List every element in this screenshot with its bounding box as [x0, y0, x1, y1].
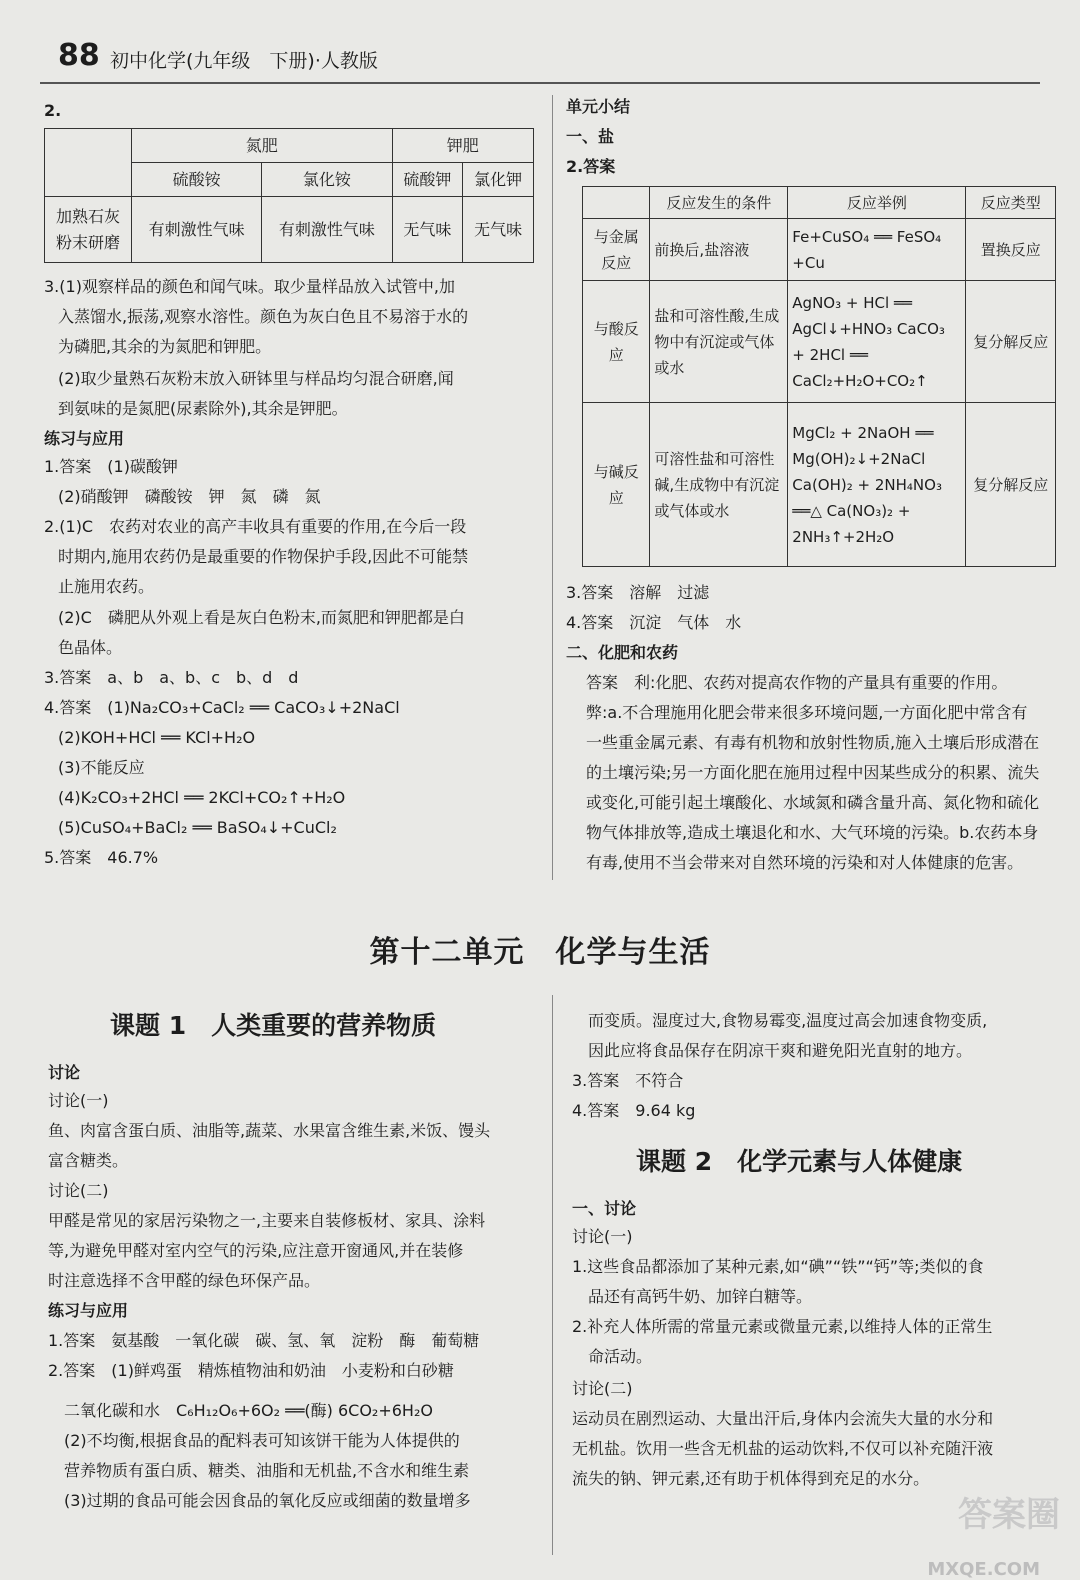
- text-line: 讨论(二): [48, 1181, 109, 1200]
- text-line: 答案 利:化肥、农药对提高农作物的产量具有重要的作用。: [586, 673, 1008, 692]
- text-line: 1.答案 氨基酸 一氧化碳 碳、氢、氧 淀粉 酶 葡萄糖: [48, 1331, 480, 1350]
- header-rule: [40, 82, 1040, 84]
- lesson-title: 课题 2 化学元素与人体健康: [636, 1147, 963, 1176]
- section-heading: 二、化肥和农药: [566, 643, 679, 662]
- text-line: 一些重金属元素、有毒有机物和放射性物质,施入土壤后形成潜在: [586, 733, 1040, 752]
- text-line: (3)不能反应: [58, 758, 145, 777]
- text-line: 4.答案 沉淀 气体 水: [566, 613, 742, 632]
- table-sub-header: 硫酸钾: [392, 163, 463, 197]
- section-heading: 讨论: [48, 1063, 81, 1082]
- text-line: (2)取少量熟石灰粉末放入研钵里与样品均匀混合研磨,闻: [58, 369, 454, 388]
- table-cell: 复分解反应: [966, 403, 1056, 567]
- text-line: 讨论(一): [48, 1091, 109, 1110]
- text-line: 二氧化碳和水 C₆H₁₂O₆+6O₂ ══(酶) 6CO₂+6H₂O: [64, 1401, 433, 1420]
- text-line: 而变质。湿度过大,食物易霉变,温度过高会加速食物变质,: [588, 1011, 988, 1030]
- table-group-header: 氮肥: [132, 129, 393, 163]
- text-line: (2)硝酸钾 磷酸铵 钾 氮 磷 氮: [58, 487, 321, 506]
- text-line: 品还有高钙牛奶、加锌白糖等。: [588, 1287, 813, 1306]
- section-heading: 一、盐: [566, 127, 615, 146]
- text-line: 色晶体。: [58, 638, 123, 657]
- row-label-line: 粉末研磨: [55, 232, 120, 252]
- table-sub-header: 氯化铵: [262, 163, 392, 197]
- table-row-label: [45, 197, 132, 263]
- table-cell: 盐和可溶性酸,生成物中有沉淀或气体或水: [650, 281, 788, 403]
- text-line: 的土壤污染;另一方面化肥在施用过程中因某些成分的积累、流失: [586, 763, 1040, 782]
- table-cell: 有刺激性气味: [132, 197, 262, 263]
- text-line: 弊:a.不合理施用化肥会带来很多环境问题,一方面化肥中常含有: [586, 703, 1028, 722]
- table-header: 反应发生的条件: [650, 187, 788, 219]
- text-line: 时期内,施用农药仍是最重要的作物保护手段,因此不可能禁: [58, 547, 469, 566]
- text-line: 运动员在剧烈运动、大量出汗后,身体内会流失大量的水分和: [572, 1409, 994, 1428]
- table-cell: 前换后,盐溶液: [650, 219, 788, 281]
- column-divider-bottom: [552, 995, 553, 1555]
- table-sub-header: 氯化钾: [463, 163, 534, 197]
- question-2-label: 2.: [44, 101, 62, 120]
- text-line: 到氨味的是氮肥(尿素除外),其余是钾肥。: [58, 399, 348, 418]
- text-line: 鱼、肉富含蛋白质、油脂等,蔬菜、水果富含维生素,米饭、馒头: [48, 1121, 491, 1140]
- table-cell: 置换反应: [966, 219, 1056, 281]
- table-cell: 与金属反应: [583, 219, 650, 281]
- text-line: 流失的钠、钾元素,还有助于机体得到充足的水分。: [572, 1469, 930, 1488]
- table-cell: AgNO₃ + HCl ══ AgCl↓+HNO₃ CaCO₃ + 2HCl ══ CaCl₂+H₂O+CO₂↑: [788, 281, 966, 403]
- salt-reaction-table: [582, 186, 1056, 567]
- fertilizer-table: [44, 128, 534, 263]
- text-line: 命活动。: [588, 1347, 653, 1366]
- page-number: 88: [58, 38, 100, 73]
- table-cell: 可溶性盐和可溶性碱,生成物中有沉淀或气体或水: [650, 403, 788, 567]
- text-line: 或变化,可能引起土壤酸化、水域氮和磷含量升高、氮化物和硫化: [586, 793, 1040, 812]
- text-line: 营养物质有蛋白质、糖类、油脂和无机盐,不含水和维生素: [64, 1461, 470, 1480]
- table-header: 反应举例: [788, 187, 966, 219]
- table-cell: 无气味: [392, 197, 463, 263]
- text-line: 入蒸馏水,振荡,观察水溶性。颜色为灰白色且不易溶于水的: [58, 307, 469, 326]
- section-heading: 单元小结: [566, 97, 631, 116]
- text-line: (2)C 磷肥从外观上看是灰白色粉末,而氮肥和钾肥都是白: [58, 608, 465, 627]
- watermark-logo: 答案圈: [958, 1495, 1060, 1535]
- table-group-header: 钾肥: [392, 129, 533, 163]
- text-line: 4.答案 9.64 kg: [572, 1101, 696, 1120]
- book-title: 初中化学(九年级 下册)·人教版: [110, 50, 378, 72]
- unit-title: 第十二单元 化学与生活: [369, 935, 711, 970]
- text-line: (2)不均衡,根据食品的配料表可知该饼干能为人体提供的: [64, 1431, 460, 1450]
- text-line: 富含糖类。: [48, 1151, 129, 1170]
- text-line: 讨论(一): [572, 1227, 633, 1246]
- text-line: 2.补充人体所需的常量元素或微量元素,以维持人体的正常生: [572, 1317, 993, 1336]
- section-heading: 练习与应用: [44, 429, 125, 448]
- question-label: 2.答案: [566, 157, 616, 176]
- table-cell: 与酸反应: [583, 281, 650, 403]
- table-cell: 无气味: [463, 197, 534, 263]
- table-sub-header: 硫酸铵: [132, 163, 262, 197]
- table-cell: 复分解反应: [966, 281, 1056, 403]
- text-line: 有毒,使用不当会带来对自然环境的污染和对人体健康的危害。: [586, 853, 1024, 872]
- text-line: 因此应将食品保存在阴凉干爽和避免阳光直射的地方。: [588, 1041, 973, 1060]
- text-line: 3.答案 不符合: [572, 1071, 684, 1090]
- text-line: 等,为避免甲醛对室内空气的污染,应注意开窗通风,并在装修: [48, 1241, 464, 1260]
- table-header: 反应类型: [966, 187, 1056, 219]
- text-line: (2)KOH+HCl ══ KCl+H₂O: [58, 728, 256, 747]
- text-line: 讨论(二): [572, 1379, 633, 1398]
- text-line: (5)CuSO₄+BaCl₂ ══ BaSO₄↓+CuCl₂: [58, 818, 337, 837]
- text-line: 1.这些食品都添加了某种元素,如“碘”“铁”“钙”等;类似的食: [572, 1257, 984, 1276]
- section-heading: 练习与应用: [48, 1301, 129, 1320]
- text-line: 为磷肥,其余的为氮肥和钾肥。: [58, 337, 272, 356]
- table-cell: Fe+CuSO₄ ══ FeSO₄ +Cu: [788, 219, 966, 281]
- text-line: 甲醛是常见的家居污染物之一,主要来自装修板材、家具、涂料: [48, 1211, 486, 1230]
- text-line: 时注意选择不含甲醛的绿色环保产品。: [48, 1271, 321, 1290]
- text-line: 2.(1)C 农药对农业的高产丰收具有重要的作用,在今后一段: [44, 517, 467, 536]
- text-line: 止施用农药。: [58, 577, 155, 596]
- section-heading: 一、讨论: [572, 1199, 637, 1218]
- text-line: 3.答案 a、b a、b、c b、d d: [44, 668, 299, 687]
- table-cell: 有刺激性气味: [262, 197, 392, 263]
- table-corner: [45, 129, 132, 197]
- column-divider-top: [552, 95, 553, 880]
- text-line: 2.答案 (1)鲜鸡蛋 精炼植物油和奶油 小麦粉和白砂糖: [48, 1361, 454, 1380]
- text-line: (3)过期的食品可能会因食品的氧化反应或细菌的数量增多: [64, 1491, 471, 1510]
- text-line: (4)K₂CO₃+2HCl ══ 2KCl+CO₂↑+H₂O: [58, 788, 346, 807]
- text-line: 4.答案 (1)Na₂CO₃+CaCl₂ ══ CaCO₃↓+2NaCl: [44, 698, 400, 717]
- row-label-line: 加熟石灰: [55, 206, 120, 226]
- text-line: 5.答案 46.7%: [44, 848, 159, 867]
- text-line: 无机盐。饮用一些含无机盐的运动饮料,不仅可以补充随汗液: [572, 1439, 994, 1458]
- text-line: 3.答案 溶解 过滤: [566, 583, 710, 602]
- table-cell: 与碱反应: [583, 403, 650, 567]
- watermark-domain: MXQE.COM: [927, 1559, 1040, 1580]
- text-line: 3.(1)观察样品的颜色和闻气味。取少量样品放入试管中,加: [44, 277, 456, 296]
- table-cell: MgCl₂ + 2NaOH ══ Mg(OH)₂↓+2NaCl Ca(OH)₂ + 2NH₄NO₃ ══△ Ca(NO₃)₂ + 2NH₃↑+2H₂O: [788, 403, 966, 567]
- text-line: 1.答案 (1)碳酸钾: [44, 457, 178, 476]
- lesson-title: 课题 1 人类重要的营养物质: [110, 1011, 437, 1040]
- table-header: [583, 187, 650, 219]
- text-line: 物气体排放等,造成土壤退化和水、大气环境的污染。b.农药本身: [586, 823, 1039, 842]
